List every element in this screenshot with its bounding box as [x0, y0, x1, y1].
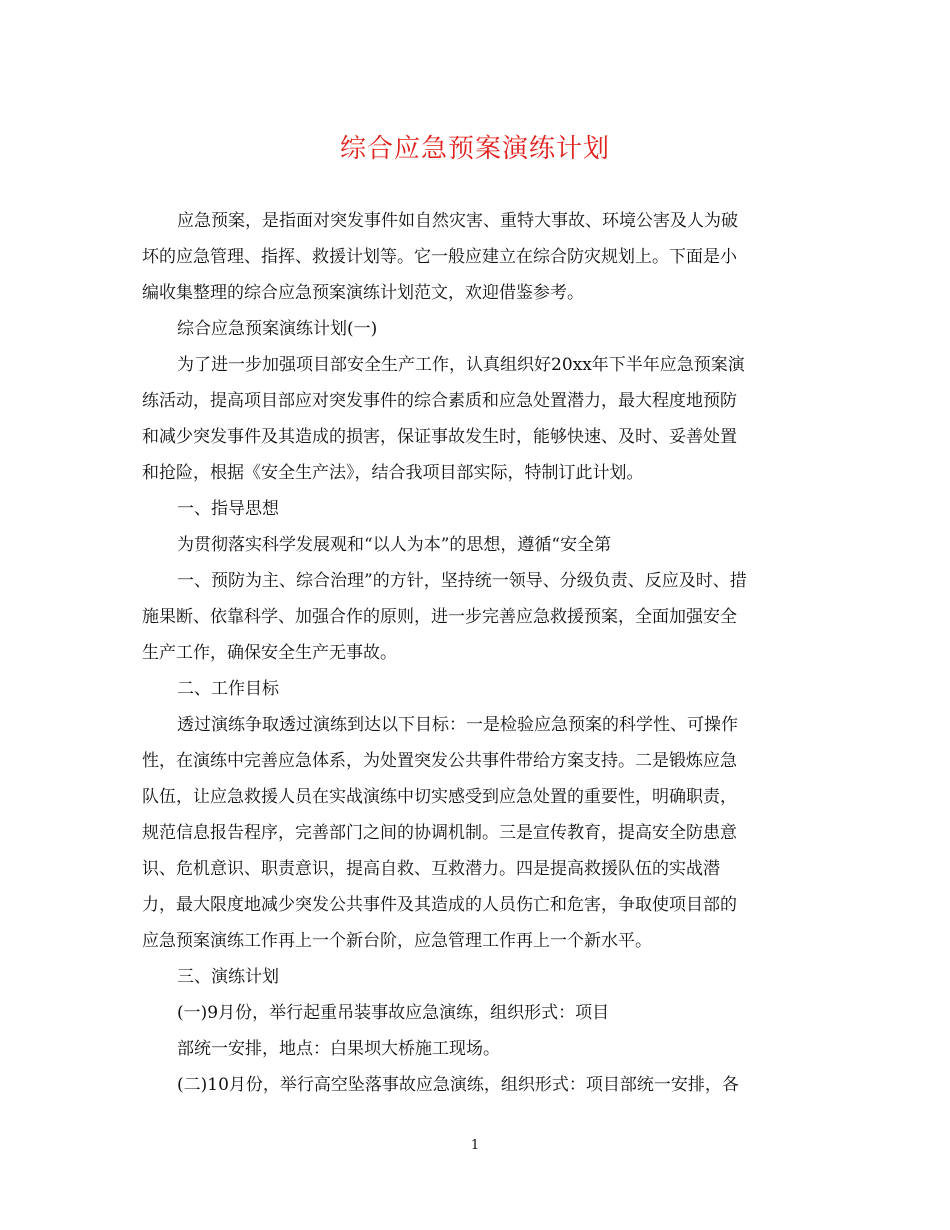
text-line: 部统一安排，地点：白果坝大桥施工现场。: [177, 1039, 500, 1059]
section-heading: 二、工作目标: [177, 679, 279, 699]
text-line: 应急预案，是指面对突发事件如自然灾害、重特大事故、环境公害及人为破: [177, 211, 738, 231]
text-line: 生产工作，确保安全生产无事故。: [142, 643, 397, 663]
text-line: 透过演练争取透过演练到达以下目标：一是检验应急预案的科学性、可操作: [177, 715, 738, 735]
text-line: 和抢险，根据《安全生产法》，结合我项目部实际，特制订此计划。: [142, 463, 644, 483]
text-line: 为了进一步加强项目部安全生产工作，认真组织好20xx年下半年应急预案演: [177, 355, 745, 375]
text-line: (二)10月份，举行高空坠落事故应急演练，组织形式：项目部统一安排，各: [177, 1075, 739, 1095]
text-line: 为贯彻落实科学发展观和“以人为本”的思想，遵循“安全第: [177, 535, 612, 555]
text-line: 施果断、依靠科学、加强合作的原则，进一步完善应急救援预案，全面加强安全: [142, 607, 737, 627]
page-number: 1: [470, 1138, 480, 1153]
text-line: 规范信息报告程序，完善部门之间的协调机制。三是宣传教育，提高安全防患意: [142, 823, 737, 843]
text-line: 和减少突发事件及其造成的损害，保证事故发生时，能够快速、及时、妥善处置: [142, 427, 737, 447]
text-line: 练活动，提高项目部应对突发事件的综合素质和应急处置潜力，最大程度地预防: [142, 391, 737, 411]
text-line: 一、预防为主、综合治理”的方针，坚持统一领导、分级负责、反应及时、措: [177, 571, 747, 591]
text-line: 识、危机意识、职责意识，提高自救、互救潜力。四是提高救援队伍的实战潜: [142, 859, 720, 879]
section-heading: 一、指导思想: [177, 499, 279, 519]
text-line: 应急预案演练工作再上一个新台阶，应急管理工作再上一个新水平。: [142, 931, 652, 951]
text-line: 力，最大限度地减少突发公共事件及其造成的人员伤亡和危害，争取使项目部的: [142, 895, 737, 915]
text-line: 编收集整理的综合应急预案演练计划范文，欢迎借鉴参考。: [142, 283, 584, 303]
text-line: (一)9月份，举行起重吊装事故应急演练，组织形式：项目: [177, 1003, 610, 1023]
section-heading: 综合应急预案演练计划(一): [177, 319, 378, 339]
document-title: 综合应急预案演练计划: [339, 134, 610, 164]
text-line: 队伍，让应急救援人员在实战演练中切实感受到应急处置的重要性，明确职责，: [142, 787, 737, 807]
text-line: 坏的应急管理、指挥、救援计划等。它一般应建立在综合防灾规划上。下面是小: [142, 247, 737, 267]
section-heading: 三、演练计划: [177, 967, 279, 987]
text-line: 性，在演练中完善应急体系，为处置突发公共事件带给方案支持。二是锻炼应急: [142, 751, 737, 771]
